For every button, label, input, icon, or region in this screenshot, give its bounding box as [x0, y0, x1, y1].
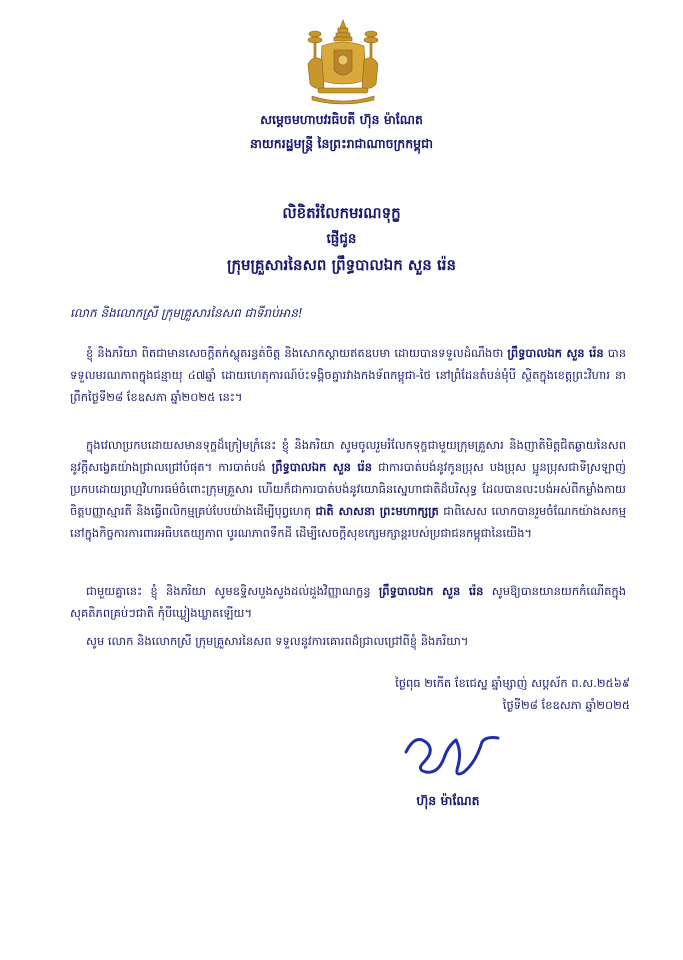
letter-sent-to: ផ្ញើជូន [326, 231, 357, 247]
paragraph-2-deceased-name: ព្រឹទ្ធបាលឯក សួន រ៉េន [271, 460, 372, 474]
paragraph-1-deceased-name: ព្រឹទ្ធបាលឯក សួន រ៉េន [507, 346, 604, 360]
salutation: លោក និងលោកស្រី ក្រុមគ្រួសារនៃសព ជាទីរាប់អាន! [70, 306, 303, 320]
royal-coat-of-arms-emblem [300, 18, 386, 106]
sender-name: សម្តេចមហាបវរធិបតី ហ៊ុន ម៉ាណែត [260, 112, 423, 127]
paragraph-2-text-e: ជាពិសេស លោកបានរួមចំណែកយ៉ាងសកម្ម នៅក្នុងកិច្ចការការពារអធិបតេយ្យភាព បូរណភាពទឹកដី ដើម្បីសេចក្តីសុខក្សេមក្សាន្តរបស់ប្រជាជនកម្ពុជានៃយើង។ [70, 504, 627, 540]
paragraph-4-text: សូម លោក និងលោកស្រី ក្រុមគ្រួសារនៃសព ទទួលនូវការគោរពដ៏ជ្រាលជ្រៅពីខ្ញុំ និងភរិយា។ [86, 634, 469, 648]
letter-title-block [0, 200, 683, 278]
paragraph-3-deceased-name: ព្រឹទ្ធបាលឯក សួន រ៉េន [378, 584, 484, 598]
paragraph-2 [70, 434, 626, 544]
paragraph-3-text-a: ជាមួយគ្នានេះ ខ្ញុំ និងភរិយា សូមឧទ្ទិសបួងសួងដល់ដួងវិញ្ញាណក្ខន្ធ [86, 584, 371, 598]
sender-position: នាយករដ្ឋមន្ត្រី នៃព្រះរាជាណាចក្រកម្ពុជា [249, 136, 434, 151]
paragraph-1-text-c: បានទទួលមរណភាពក្នុងជន្មាយុ ៤៧ឆ្នាំ ដោយហេតុការណ៍ប៉ះទង្គិចគ្នារវាងកងទ័ពកម្ពុជា-ថៃ នៅព្រំដែនតំបន់មុំបី ស្ថិតក្នុងខេត្តព្រះវិហារ នាព្រឹកថ្ងៃទី២៨ ខែឧសភា ឆ្នាំ២០២៥ នេះ។ [70, 346, 626, 404]
sender-header [0, 108, 683, 156]
letter-recipient: ក្រុមគ្រួសារនៃសព ព្រឹទ្ធបាលឯក សួន រ៉េន [226, 256, 457, 274]
paragraph-1-text-a: ខ្ញុំ និងភរិយា ពិតជាមានសេចក្តីតក់ស្លុតរន្ធត់ចិត្ត និងសោកស្តាយឥតឧបមា ដោយបានទទួលដំណឹងថា [86, 346, 504, 360]
paragraph-2-text-a: ក្នុងវេលាប្រកបដោយសមានទុក្ខដ៏ក្រៀមក្រំនេះ ខ្ញុំ និងភរិយា សូមចូលរួមរំលែកទុក្ខជាមួយក្រុមគ្រួសារ និងញាតិមិត្តជិតឆ្ងាយនៃសព នូវក្តីសង្វេគយ៉ាងជ្រាលជ្រៅបំផុត។ ការបាត់បង់ [70, 438, 626, 474]
letter-title: លិខិតរំលែកមរណទុក្ខ [282, 204, 401, 222]
paragraph-3-text-c: សូមឱ្យបានយានយកកំណើតក្នុងសុគតិភពគ្រប់ៗជាតិ កុំបីឃ្លៀងឃ្លាតឡើយ។ [70, 584, 627, 620]
lunar-date: ថ្ងៃពុធ ២កើត ខែជេស្ឋ ឆ្នាំម្សាញ់ សប្តស័ក ព.ស.២៥៦៩ [395, 676, 630, 690]
handwritten-signature [398, 722, 508, 792]
paragraph-2-motto: ជាតិ សាសនា ព្រះមហាក្សត្រ [315, 504, 439, 518]
solar-date: ថ្ងៃទី២៨ ខែឧសភា ឆ្នាំ២០២៥ [502, 698, 630, 712]
paragraph-3 [70, 580, 626, 624]
paragraph-4 [70, 630, 626, 652]
paragraph-2-text-c: ជាការបាត់បង់នូវកូនប្រុស បងប្រុស ប្អូនប្រុសជាទីស្រឡាញ់ ប្រកបដោយព្រហ្មវិហារធម៌ចំពោះក្រុមគ្រួសារ ហើយក៏ជាការបាត់បង់នូវយោធិនស្នេហាជាតិដ៏បរិសុទ្ធ ដែលបានលះបង់អស់ពីកម្លាំងកាយចិត្តបញ្ញាស្មារតី និងធ្វើពលិកម្មគ្រប់បែបយ៉ាងដើម្បីបុព្វហេតុ [70, 460, 626, 518]
signer-name: ហ៊ុន ម៉ាណែត [416, 793, 480, 808]
paragraph-1 [70, 342, 626, 408]
